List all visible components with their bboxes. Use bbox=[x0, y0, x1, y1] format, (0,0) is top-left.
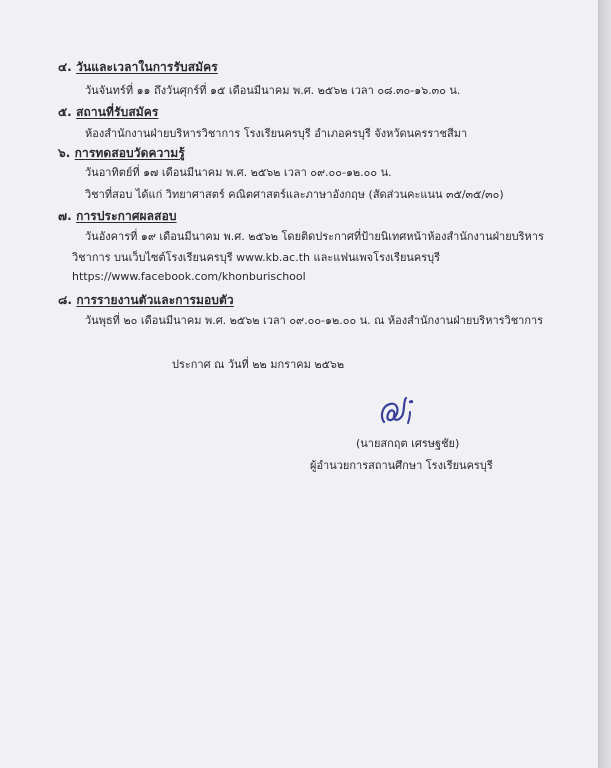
section-8-line-1: วันพุธที่ ๒๐ เดือนมีนาคม พ.ศ. ๒๕๖๒ เวลา ๐๙.๐๐-๑๒.๐๐ น. ณ ห้องสำนักงานฝ่ายบริหารวิชาการ bbox=[85, 314, 544, 327]
signer-name: (นายสกฤต เศรษฐชัย) bbox=[356, 437, 460, 450]
section-8-heading bbox=[58, 291, 234, 310]
section-7-heading bbox=[58, 207, 177, 226]
section-6-line-1: วันอาทิตย์ที่ ๑๗ เดือนมีนาคม พ.ศ. ๒๕๖๒ เวลา ๐๙.๐๐-๑๒.๐๐ น. bbox=[85, 166, 392, 179]
section-8-title: การรายงานตัวและการมอบตัว bbox=[76, 293, 234, 307]
section-6-title: การทดสอบวัดความรู้ bbox=[74, 146, 185, 160]
section-5-line-1: ห้องสำนักงานฝ่ายบริหารวิชาการ โรงเรียนครบุรี อำเภอครบุรี จังหวัดนครราชสีมา bbox=[85, 127, 468, 140]
page-edge-shadow bbox=[598, 0, 611, 768]
section-7-facebook-link: https://www.facebook.com/khonburischool bbox=[72, 270, 306, 283]
section-5-title: สถานที่รับสมัคร bbox=[76, 105, 159, 119]
section-4-title: วันและเวลาในการรับสมัคร bbox=[76, 60, 218, 74]
section-6-number: ๖. bbox=[58, 146, 71, 160]
announcement-date: ประกาศ ณ วันที่ ๒๒ มกราคม ๒๕๖๒ bbox=[172, 358, 345, 371]
signer-position: ผู้อำนวยการสถานศึกษา โรงเรียนครบุรี bbox=[310, 459, 493, 472]
section-7-line-1: วันอังคารที่ ๑๙ เดือนมีนาคม พ.ศ. ๒๕๖๒ โดยติดประกาศที่ป้ายนิเทศหน้าห้องสำนักงานฝ่ายบริหาร bbox=[85, 230, 544, 243]
section-5-number: ๕. bbox=[58, 105, 72, 119]
section-4-number: ๔. bbox=[58, 60, 72, 74]
section-7-number: ๗. bbox=[58, 209, 72, 223]
section-8-number: ๘. bbox=[58, 293, 73, 307]
section-4-heading bbox=[58, 58, 218, 77]
signature-block bbox=[300, 392, 580, 482]
section-4-line-1: วันจันทร์ที่ ๑๑ ถึงวันศุกร์ที่ ๑๕ เดือนมีนาคม พ.ศ. ๒๕๖๒ เวลา ๐๘.๓๐-๑๖.๓๐ น. bbox=[85, 84, 461, 97]
section-7-line-2: วิชาการ บนเว็บไซต์โรงเรียนครบุรี www.kb.ac.th และแฟนเพจโรงเรียนครบุรี bbox=[72, 251, 441, 264]
section-6-line-2: วิชาที่สอบ ได้แก่ วิทยาศาสตร์ คณิตศาสตร์และภาษาอังกฤษ (สัดส่วนคะแนน ๓๕/๓๕/๓๐) bbox=[85, 188, 504, 201]
section-6-heading bbox=[58, 144, 185, 163]
section-7-title: การประกาศผลสอบ bbox=[76, 209, 177, 223]
handwritten-signature bbox=[370, 392, 430, 434]
section-5-heading bbox=[58, 103, 158, 122]
